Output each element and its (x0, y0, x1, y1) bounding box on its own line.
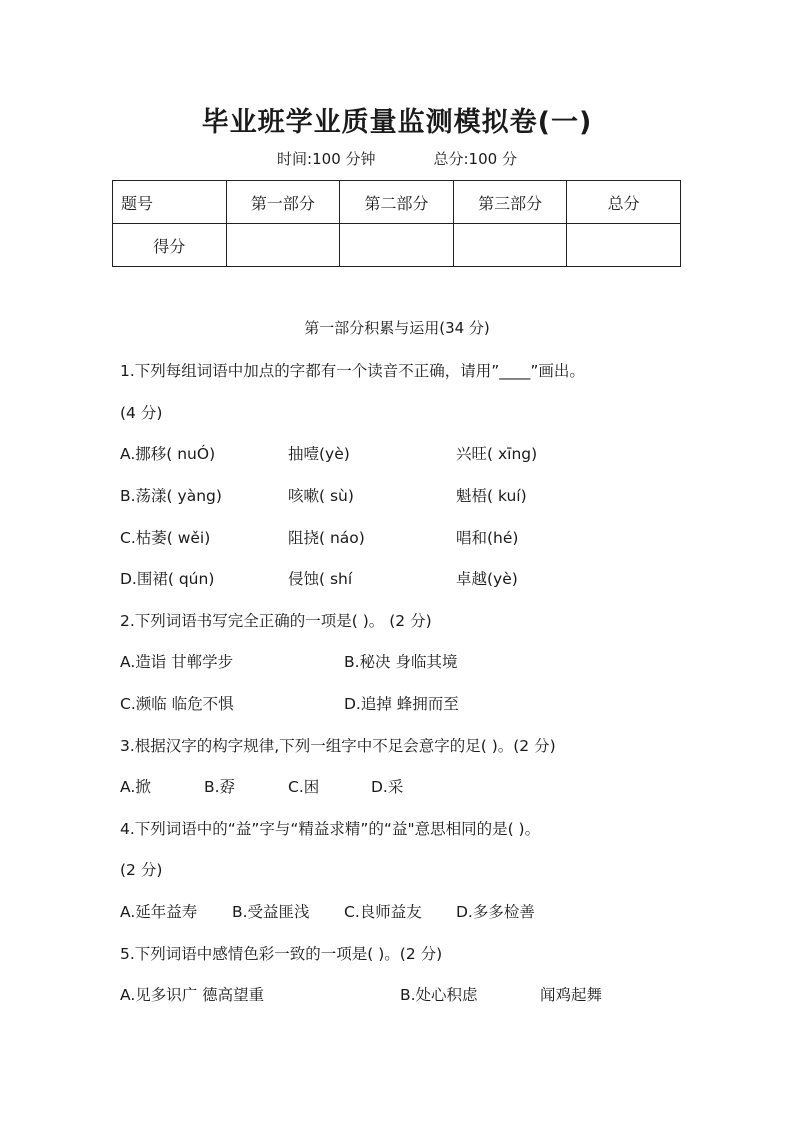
exam-time: 时间:100 分钟 (277, 150, 376, 168)
option: B.孬 (204, 778, 236, 796)
score-cell (453, 224, 567, 267)
score-table-header-row (113, 181, 681, 224)
score-cell (567, 224, 681, 267)
option: 闻鸡起舞 (540, 986, 603, 1004)
exam-info (0, 148, 794, 169)
option: 侵蚀( shí (288, 570, 353, 588)
question-1-stem: 1.下列每组词语中加点的字都有一个读音不正确，请用”____”画出。 (120, 362, 585, 380)
option: 咳嗽( sù) (288, 487, 354, 505)
option: B.秘决 身临其境 (344, 653, 458, 671)
option: C.濒临 临危不惧 (120, 695, 234, 713)
option: D.采 (371, 778, 404, 796)
score-table-header-cell: 第三部分 (453, 181, 567, 224)
score-row-label: 得分 (113, 224, 227, 267)
option: A.挪移( nuÓ) (120, 445, 216, 463)
question-5-stem: 5.下列词语中感情色彩一致的一项是( )。(2 分) (120, 945, 443, 963)
option: 唱和(hé) (456, 529, 519, 547)
option: 卓越(yè) (456, 570, 518, 588)
score-cell (340, 224, 454, 267)
exam-total-score: 总分:100 分 (433, 150, 517, 168)
option: A.延年益寿 (120, 903, 198, 921)
option: 兴旺( xīng) (456, 445, 538, 463)
option: C.困 (288, 778, 320, 796)
section-title: 第一部分积累与运用(34 分) (304, 319, 490, 337)
option: 魁梧( kuí) (456, 487, 527, 505)
question-1-points: (4 分) (120, 404, 163, 422)
question-2-stem: 2.下列词语书写完全正确的一项是( )。 (2 分) (120, 612, 432, 630)
score-cell (226, 224, 340, 267)
page-title: 毕业班学业质量监测模拟卷(一) (201, 107, 593, 138)
option: D.追掉 蜂拥而至 (344, 695, 459, 713)
score-table-header-cell: 题号 (113, 181, 227, 224)
option: C.良师益友 (344, 903, 422, 921)
option: B.处心积虑 (400, 986, 478, 1004)
score-table-score-row (113, 224, 681, 267)
score-table-header-cell: 总分 (567, 181, 681, 224)
option: A.掀 (120, 778, 151, 796)
option: B.受益匪浅 (232, 903, 310, 921)
option: 阻挠( náo) (288, 529, 365, 547)
option: A.造诣 甘郸学步 (120, 653, 234, 671)
question-4-points: (2 分) (120, 861, 163, 879)
score-table (112, 180, 681, 267)
option: A.见多识广 德高望重 (120, 986, 265, 1004)
score-table-header-cell: 第二部分 (340, 181, 454, 224)
score-table-header-cell: 第一部分 (226, 181, 340, 224)
option: D.多多检善 (456, 903, 535, 921)
option: 抽噎(yè) (288, 445, 350, 463)
option: D.围裙( qún) (120, 570, 215, 588)
question-4-stem: 4.下列词语中的“益”字与“精益求精”的“益"意思相同的是( )。 (120, 820, 541, 838)
question-3-stem: 3.根据汉字的构字规律,下列一组字中不足会意字的足( )。(2 分) (120, 737, 556, 755)
option: C.枯萎( wěi) (120, 529, 211, 547)
option: B.荡漾( yàng) (120, 487, 222, 505)
